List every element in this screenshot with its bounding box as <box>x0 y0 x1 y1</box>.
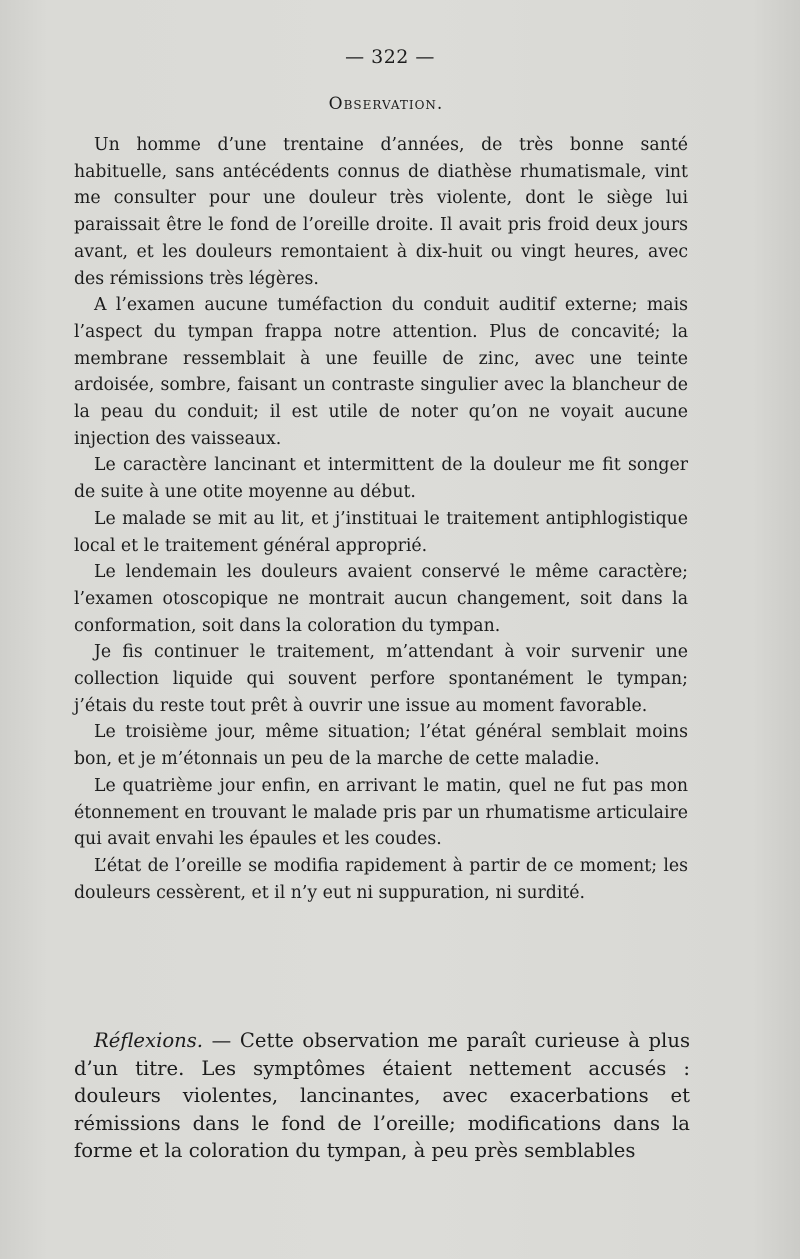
reflexions-paragraph <box>74 1027 690 1165</box>
paragraph: Le lendemain les douleurs avaient conservé le même caractère; l’examen otoscopique ne montrait aucun changement, soit dans la conformation, soit dans la coloration du tympan. <box>74 562 688 636</box>
page-number: — 322 — <box>345 46 435 68</box>
paragraph: Je fis continuer le traitement, m’attendant à voir survenir une collection liquide qui souvent perfore spontanément le tympan; j’étais du reste tout prêt à ouvrir une issue au moment favorable. <box>74 642 688 716</box>
paragraph: Le troisième jour, même situation; l’état général semblait moins bon, et je m’étonnais un peu de la marche de cette maladie. <box>74 722 688 770</box>
section-heading: Observation. <box>328 94 444 114</box>
reflexions-text: — Cette observation me paraît curieuse à plus d’un titre. Les symptômes étaient nettement accusés : douleurs violentes, lancinantes, avec exacerbations et rémissions dans le fond de l’oreille; modifications dans la forme et la coloration du tympan, à peu près semblables <box>74 1029 690 1162</box>
paragraph: L’état de l’oreille se modifia rapidement à partir de ce moment; les douleurs cessèrent, et il n’y eut ni suppuration, ni surdité. <box>74 855 688 903</box>
paragraph: Le quatrième jour enfin, en arrivant le matin, quel ne fut pas mon étonnement en trouvant le malade pris par un rhumatisme articulaire qui avait envahi les épaules et les coudes. <box>74 775 688 850</box>
paragraph: Le malade se mit au lit, et j’instituai le traitement antiphlogistique local et le traitement général approprié. <box>74 508 688 556</box>
reflexions-section <box>74 1027 690 1165</box>
paragraph: Un homme d’une trentaine d’années, de très bonne santé habituelle, sans antécédents connus de diathèse rhumatismale, vint me consulter pour une douleur très violente, dont le siège lui paraissait être le fond de l’oreille droite. Il avait pris froid deux jours avant, et les douleurs remontaient à dix-huit ou vingt heures, avec des rémissions très légères. <box>74 135 688 289</box>
reflexions-lead: Réflexions. <box>94 1029 204 1052</box>
paragraph: A l’examen aucune tuméfaction du conduit auditif externe; mais l’aspect du tympan frappa notre attention. Plus de concavité; la membrane ressemblait à une feuille de zinc, avec une teinte ardoisée, sombre, faisant un contraste singulier avec la blancheur de la peau du conduit; il est utile de noter qu’on ne voyait aucune injection des vaisseaux. <box>74 295 688 449</box>
observation-body <box>74 132 688 906</box>
paragraph: Le caractère lancinant et intermittent de la douleur me fit songer de suite à une otite moyenne au début. <box>74 455 688 503</box>
